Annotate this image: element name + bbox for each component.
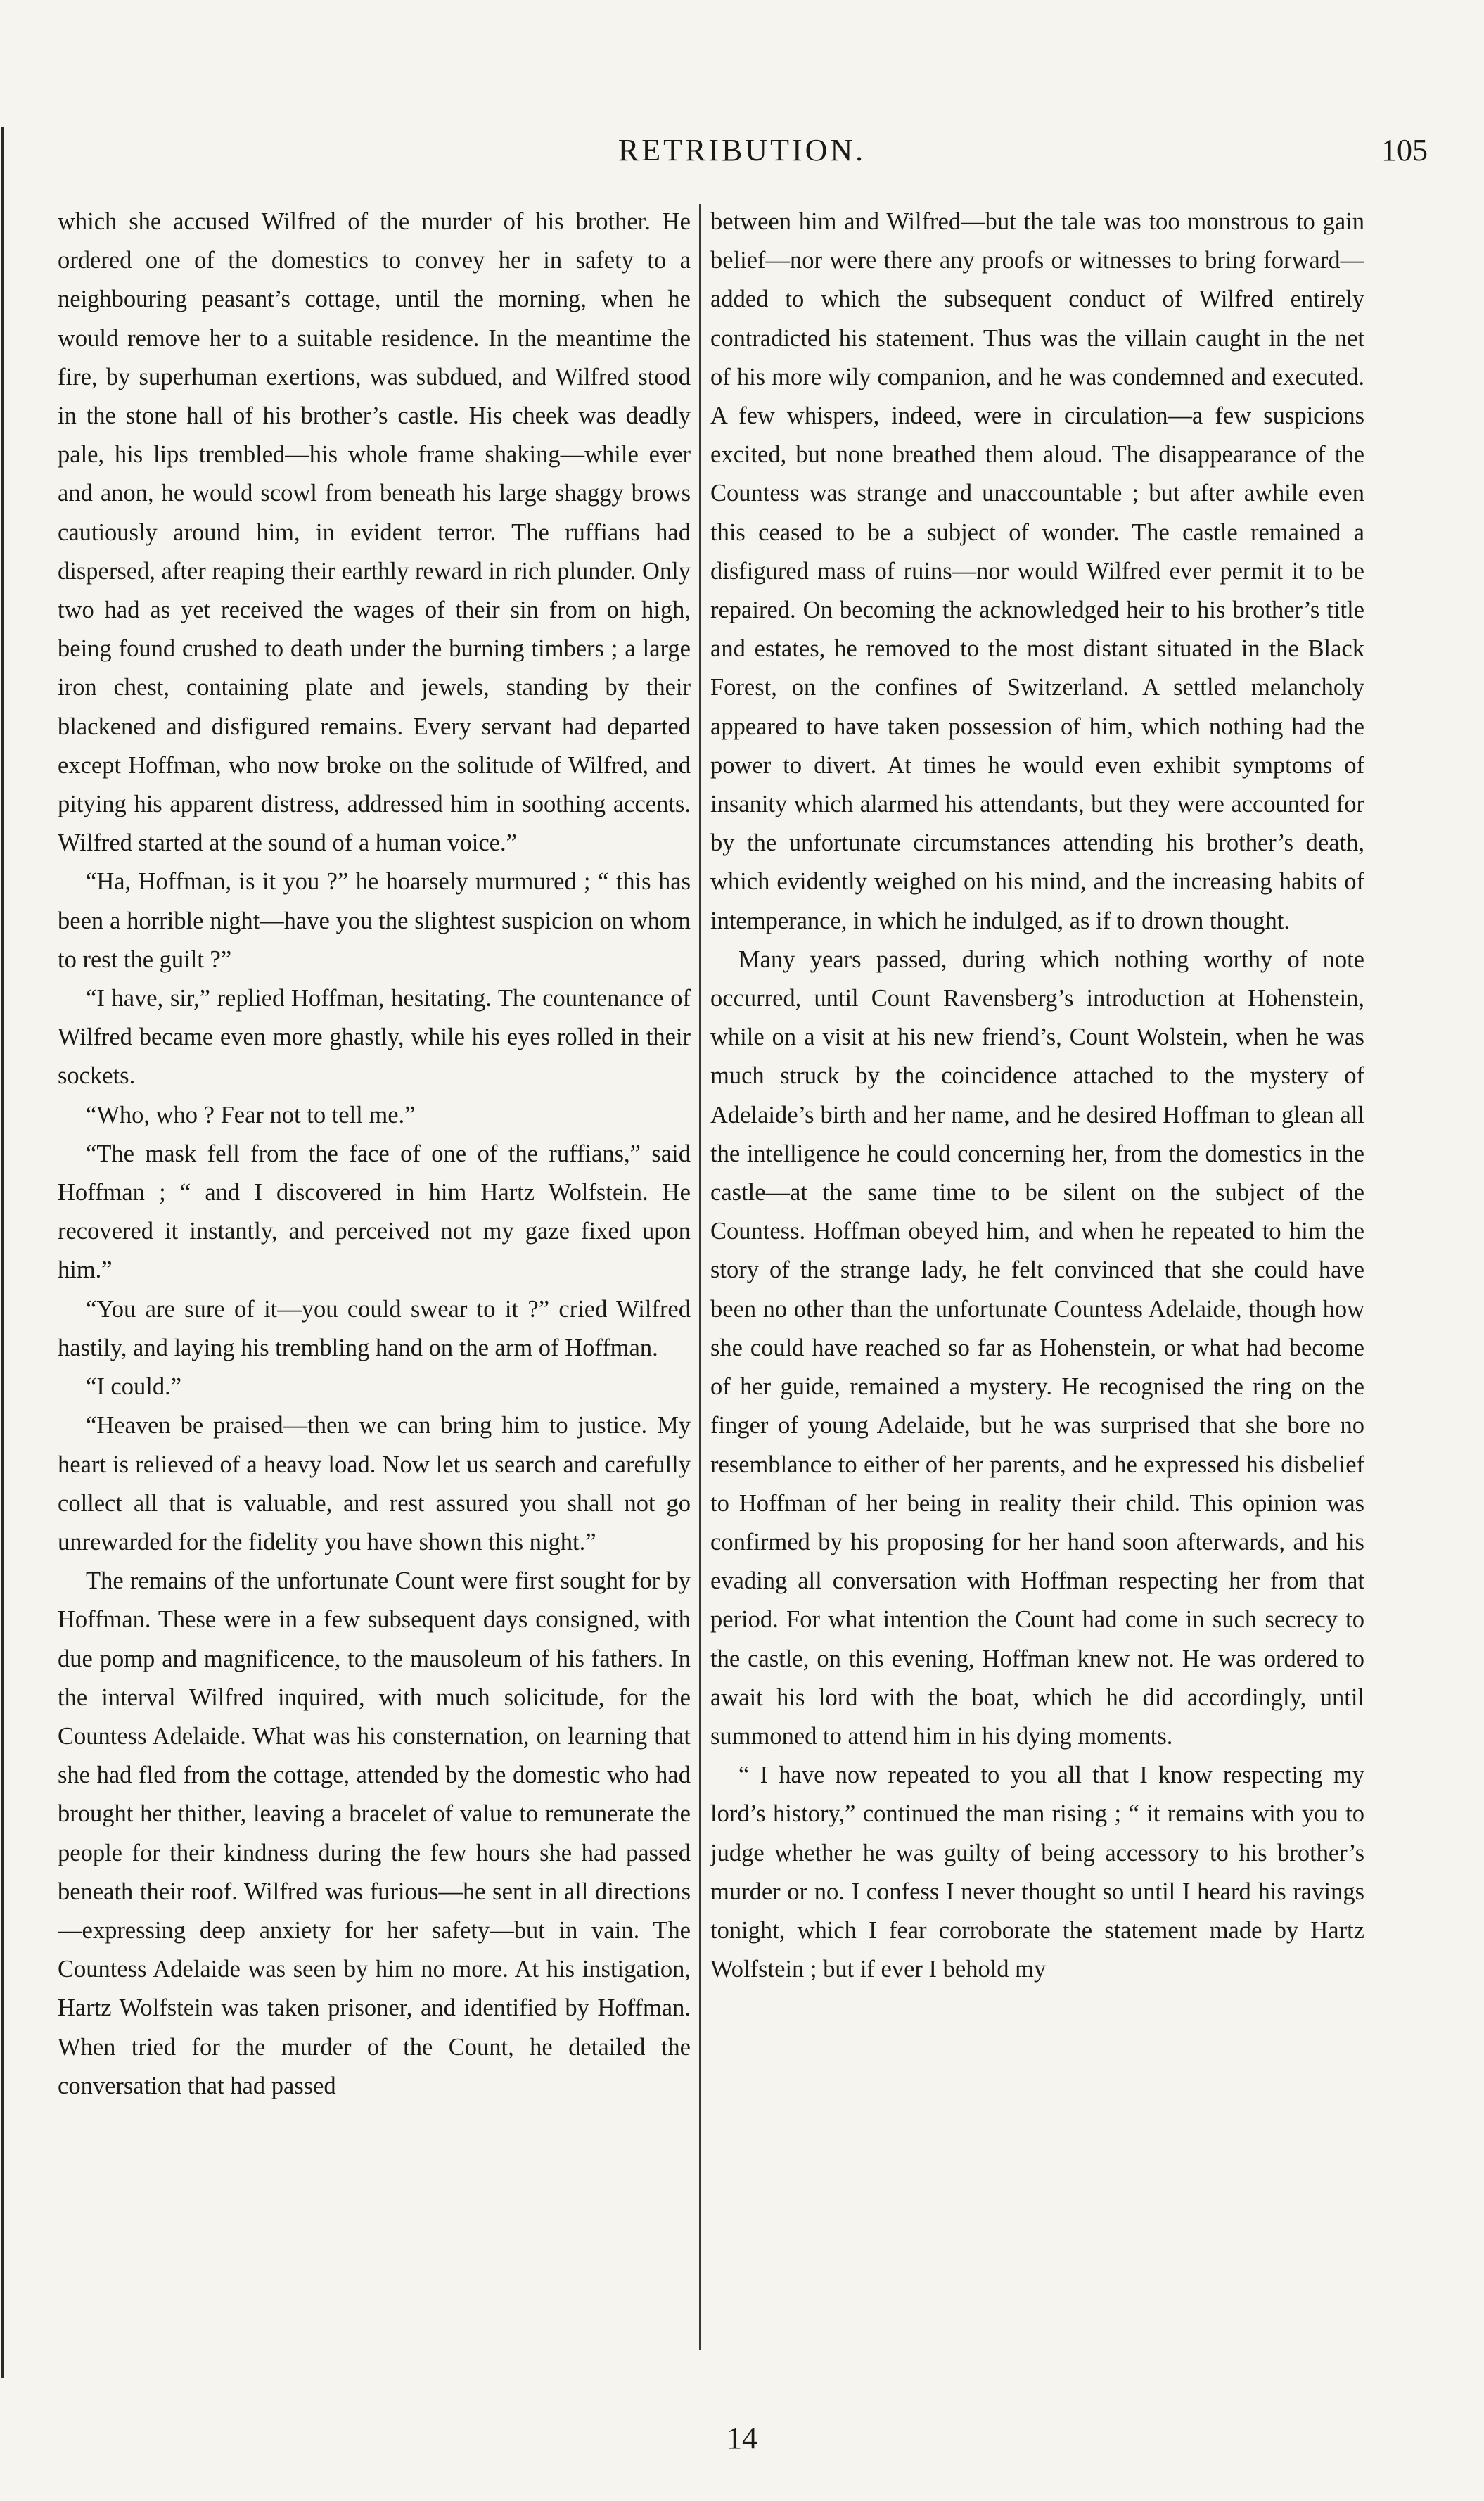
paragraph: “I could.” <box>86 1373 182 1401</box>
signature-mark: 14 <box>727 2421 757 2455</box>
paragraph: The remains of the unfortunate Count were first sought for by Hoffman. These were in a few subsequent days consigned, with due pomp and magnificence, to the mausoleum of his fathers. In the interval Wilfred inquired, with much solicitude, for the Countess Adelaide. What was his consternation, on learning that she had fled from the cottage, attended by the domestic who had brought her thither, leaving a bracelet of value to remunerate the people for their kindness during the few hours she had passed beneath their roof. Wilfred was furious—he sent in all directions—expressing deep anxiety for her safety—but in vain. The Countess Adelaide was seen by him no more. At his instigation, Hartz Wolfstein was taken prisoner, and identified by Hoffman. When tried for the murder of the Count, he detailed the conversation that had passed <box>58 1567 691 2099</box>
left-column <box>58 203 691 2355</box>
right-column <box>710 203 1364 2355</box>
paragraph: “You are sure of it—you could swear to it ?” cried Wilfred hastily, and laying his trembling hand on the arm of Hoffman. <box>58 1295 691 1361</box>
paragraph: Many years passed, during which nothing worthy of note occurred, until Count Ravensberg’s introduction at Hohenstein, while on a visit at his new friend’s, Count Wolstein, when he was much struck by the coincidence attached to the mystery of Adelaide’s birth and her name, and he desired Hoffman to glean all the intelligence he could concerning her, from the domestics in the castle—at the same time to be silent on the subject of the Countess. Hoffman obeyed him, and when he repeated to him the story of the strange lady, he felt convinced that she could have been no other than the unfortunate Countess Adelaide, though how she could have reached so far as Hohenstein, or what had become of her guide, remained a mystery. He recognised the ring on the finger of young Adelaide, but he was surprised that she bore no resemblance to either of her parents, and he expressed his disbelief to Hoffman of her being in reality their child. This opinion was confirmed by his proposing for her hand soon afterwards, and his evading all conversation with Hoffman respecting her from that period. For what intention the Count had come in such secrecy to the castle, on this evening, Hoffman knew not. He was ordered to await his lord with the boat, which he did accordingly, until summoned to attend him in his dying moments. <box>710 946 1364 1750</box>
paragraph: “Ha, Hoffman, is it you ?” he hoarsely murmured ; “ this has been a horrible night—have you the slightest suspicion on whom to rest the guilt ?” <box>58 868 691 973</box>
page-number: 105 <box>1381 133 1428 167</box>
column-divider <box>699 204 701 2350</box>
paragraph: “Who, who ? Fear not to tell me.” <box>86 1101 416 1128</box>
paragraph: which she accused Wilfred of the murder of his brother. He ordered one of the domestics to convey her in safety to a neighbouring peasant’s cottage, until the morning, when he would remove her to a suitable residence. In the meantime the fire, by superhuman exertions, was subdued, and Wilfred stood in the stone hall of his brother’s castle. His cheek was deadly pale, his lips trembled—his whole frame shaking—while ever and anon, he would scowl from beneath his large shaggy brows cautiously around him, in evident terror. The ruffians had dispersed, after reaping their earthly reward in rich plunder. Only two had as yet received the wages of their sin from on high, being found crushed to death under the burning timbers ; a large iron chest, containing plate and jewels, standing by their blackened and disfigured remains. Every servant had departed except Hoffman, who now broke on the solitude of Wilfred, and pitying his apparent distress, addressed him in soothing accents. Wilfred started at the sound of a human voice.” <box>58 208 691 857</box>
paragraph: “I have, sir,” replied Hoffman, hesitating. The countenance of Wilfred became even more ghastly, while his eyes rolled in their sockets. <box>58 985 691 1090</box>
paragraph: “Heaven be praised—then we can bring him to justice. My heart is relieved of a heavy load. Now let us search and carefully collect all that is valuable, and rest assured you shall not go unrewarded for the fidelity you have shown this night.” <box>58 1412 691 1555</box>
paragraph: “The mask fell from the face of one of the ruffians,” said Hoffman ; “ and I discovered in him Hartz Wolfstein. He recovered it instantly, and perceived not my gaze fixed upon him.” <box>58 1140 691 1284</box>
paragraph: “ I have now repeated to you all that I know respecting my lord’s history,” continued the man rising ; “ it remains with you to judge whether he was guilty of being accessory to his brother’s murder or no. I confess I never thought so until I heard his ravings tonight, which I fear corroborate the statement made by Hartz Wolfstein ; but if ever I behold my <box>710 1762 1364 1983</box>
running-title: RETRIBUTION. <box>618 133 866 167</box>
page-edge-shadow <box>1 127 4 2378</box>
paragraph: between him and Wilfred—but the tale was too monstrous to gain belief—nor were there any proofs or witnesses to bring forward—added to which the subsequent conduct of Wilfred entirely contradicted his statement. Thus was the villain caught in the net of his more wily companion, and he was condemned and executed. A few whispers, indeed, were in circulation—a few suspicions excited, but none breathed them aloud. The disappearance of the Countess was strange and unaccountable ; but after awhile even this ceased to be a subject of wonder. The castle remained a disfigured mass of ruins—nor would Wilfred ever permit it to be repaired. On becoming the acknowledged heir to his brother’s title and estates, he removed to the most distant situated in the Black Forest, on the confines of Switzerland. A settled melancholy appeared to have taken possession of him, which nothing had the power to divert. At times he would even exhibit symptoms of insanity which alarmed his attendants, but they were accounted for by the unfortunate circumstances attending his brother’s death, which evidently weighed on his mind, and the increasing habits of intemperance, in which he indulged, as if to drown thought. <box>710 208 1364 934</box>
